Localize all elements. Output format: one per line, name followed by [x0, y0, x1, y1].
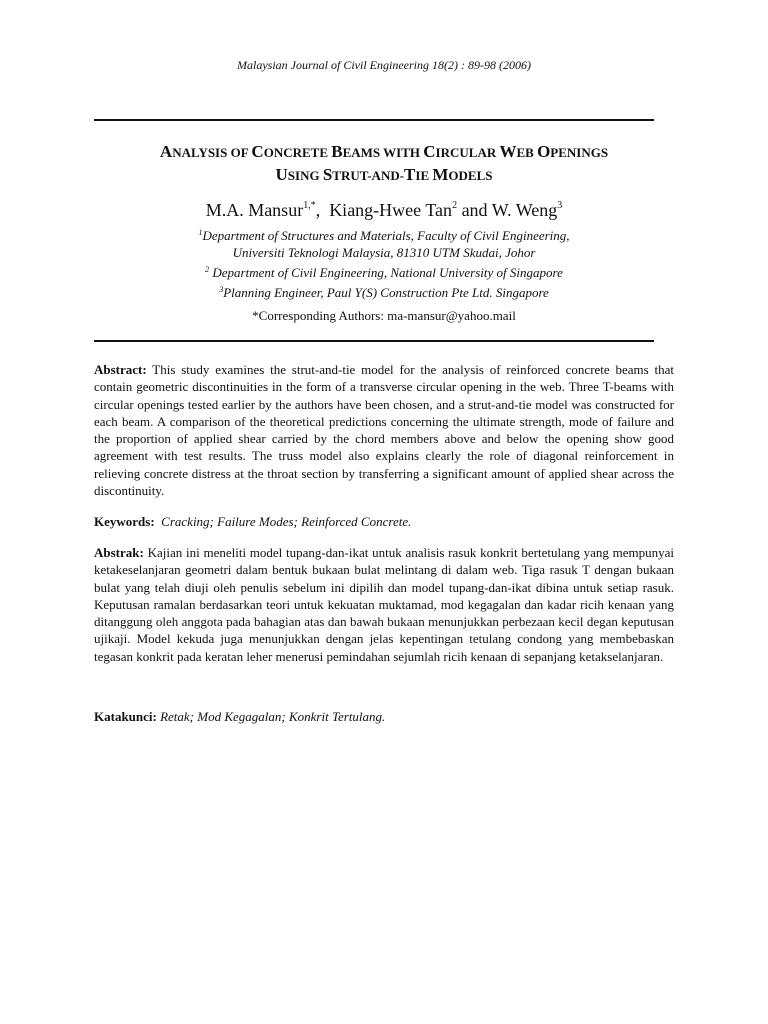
abstrak-label: Abstrak:: [94, 545, 144, 560]
keywords-label: Keywords:: [94, 514, 155, 529]
katakunci-text: Retak; Mod Kegagalan; Konkrit Tertulang.: [156, 709, 386, 724]
bottom-rule: [94, 340, 654, 342]
title-line-1: [0, 141, 768, 164]
affiliation-3: [0, 281, 768, 301]
title-word: MODELS: [432, 165, 493, 184]
abstrak-paragraph: [94, 544, 674, 665]
author-name: W. Weng: [491, 200, 558, 220]
author-affiliation-mark: 2: [452, 200, 458, 211]
affiliation-text: Planning Engineer, Paul Y(S) Construction Pte Ltd. Singapore: [223, 285, 549, 300]
keywords-paragraph: [94, 513, 674, 530]
paper-title: [0, 141, 768, 187]
affiliation-1-line-2: Universiti Teknologi Malaysia, 81310 UTM Skudai, Johor: [232, 245, 536, 260]
affiliation-mark: 1: [198, 228, 203, 237]
title-word: OPENINGS: [537, 142, 609, 161]
author-list: [0, 200, 768, 221]
author-separator: and: [457, 200, 492, 220]
author-separator: ,: [315, 200, 330, 220]
title-line-2: [0, 164, 768, 187]
title-word: WEB: [499, 142, 538, 161]
title-word: STRUT-AND-: [322, 165, 405, 184]
author-affiliation-mark: 3: [557, 200, 563, 211]
title-word: CONCRETE: [251, 142, 332, 161]
author-name: M.A. Mansur: [205, 200, 304, 220]
affiliation-mark: 2: [205, 265, 210, 274]
affiliation-1: [0, 224, 768, 244]
author-name: Kiang-Hwee Tan: [329, 200, 453, 220]
title-word: ANALYSIS OF: [159, 142, 252, 161]
keywords-text: Cracking; Failure Modes; Reinforced Concrete.: [154, 514, 412, 529]
katakunci-label: Katakunci:: [94, 709, 157, 724]
abstrak-text: Kajian ini meneliti model tupang-dan-ikat untuk analisis rasuk konkrit bertetulang yang mempunyai ketakeselanjaran geometri dalam bentuk bukaan bulat melintang di dalam web. Tiga rasuk T dengan bukaan bulat yang telah diuji oleh penulis sebelum ini dipilih dan model tupang-dan-ikat dibina untuk setiap rasuk. Keputusan ramalan berdasarkan teori untuk kekuatan muktamad, mod kegagalan dan kadar ricih kenaan yang ditanggung oleh anggota pada bahagian atas dan bawah bukaan menunjukkan perbezaan kecil degan keputusan ujikaji. Model kekuda juga menunjukkan dengan jelas kepentingan tetulang condong yang membebaskan tegasan konkrit pada keratan leher menerusi pemindahan sejumlah ricih kenaan di sepanjang ketakselanjaran.: [94, 545, 674, 664]
title-word: BEAMS WITH: [331, 142, 424, 161]
title-word: TIE: [404, 165, 433, 184]
title-word: USING: [275, 165, 323, 184]
top-rule: [94, 119, 654, 121]
title-word: CIRCULAR: [423, 142, 500, 161]
abstract-paragraph: [94, 361, 674, 499]
corresponding-author: *Corresponding Authors: ma-mansur@yahoo.mail: [252, 308, 516, 323]
affiliation-text: Department of Structures and Materials, Faculty of Civil Engineering,: [202, 228, 570, 243]
affiliation-mark: 3: [219, 285, 224, 294]
katakunci-paragraph: [94, 708, 674, 725]
author-affiliation-mark: 1,*: [303, 200, 316, 211]
abstract-label: Abstract:: [94, 362, 147, 377]
affiliation-text: Department of Civil Engineering, National University of Singapore: [209, 265, 563, 280]
affiliations: [0, 224, 768, 301]
affiliation-2: [0, 261, 768, 281]
journal-citation: Malaysian Journal of Civil Engineering 18(2) : 89-98 (2006): [237, 58, 531, 72]
abstract-text: This study examines the strut-and-tie model for the analysis of reinforced concrete beams that contain geometric discontinuities in the form of a transverse circular opening in the web. Three T-beams with circular openings tested earlier by the authors have been chosen, and a strut-and-tie model was constructed for each beam. A comparison of the theoretical predictions concerning the ultimate strength, mode of failure and the proportion of applied shear carried by the chord members above and below the opening show good agreement with test results. The truss model also explains clearly the role of diagonal reinforcement in relieving concrete distress at the throat section by transferring a significant amount of applied shear across the discontinuity.: [94, 362, 674, 499]
